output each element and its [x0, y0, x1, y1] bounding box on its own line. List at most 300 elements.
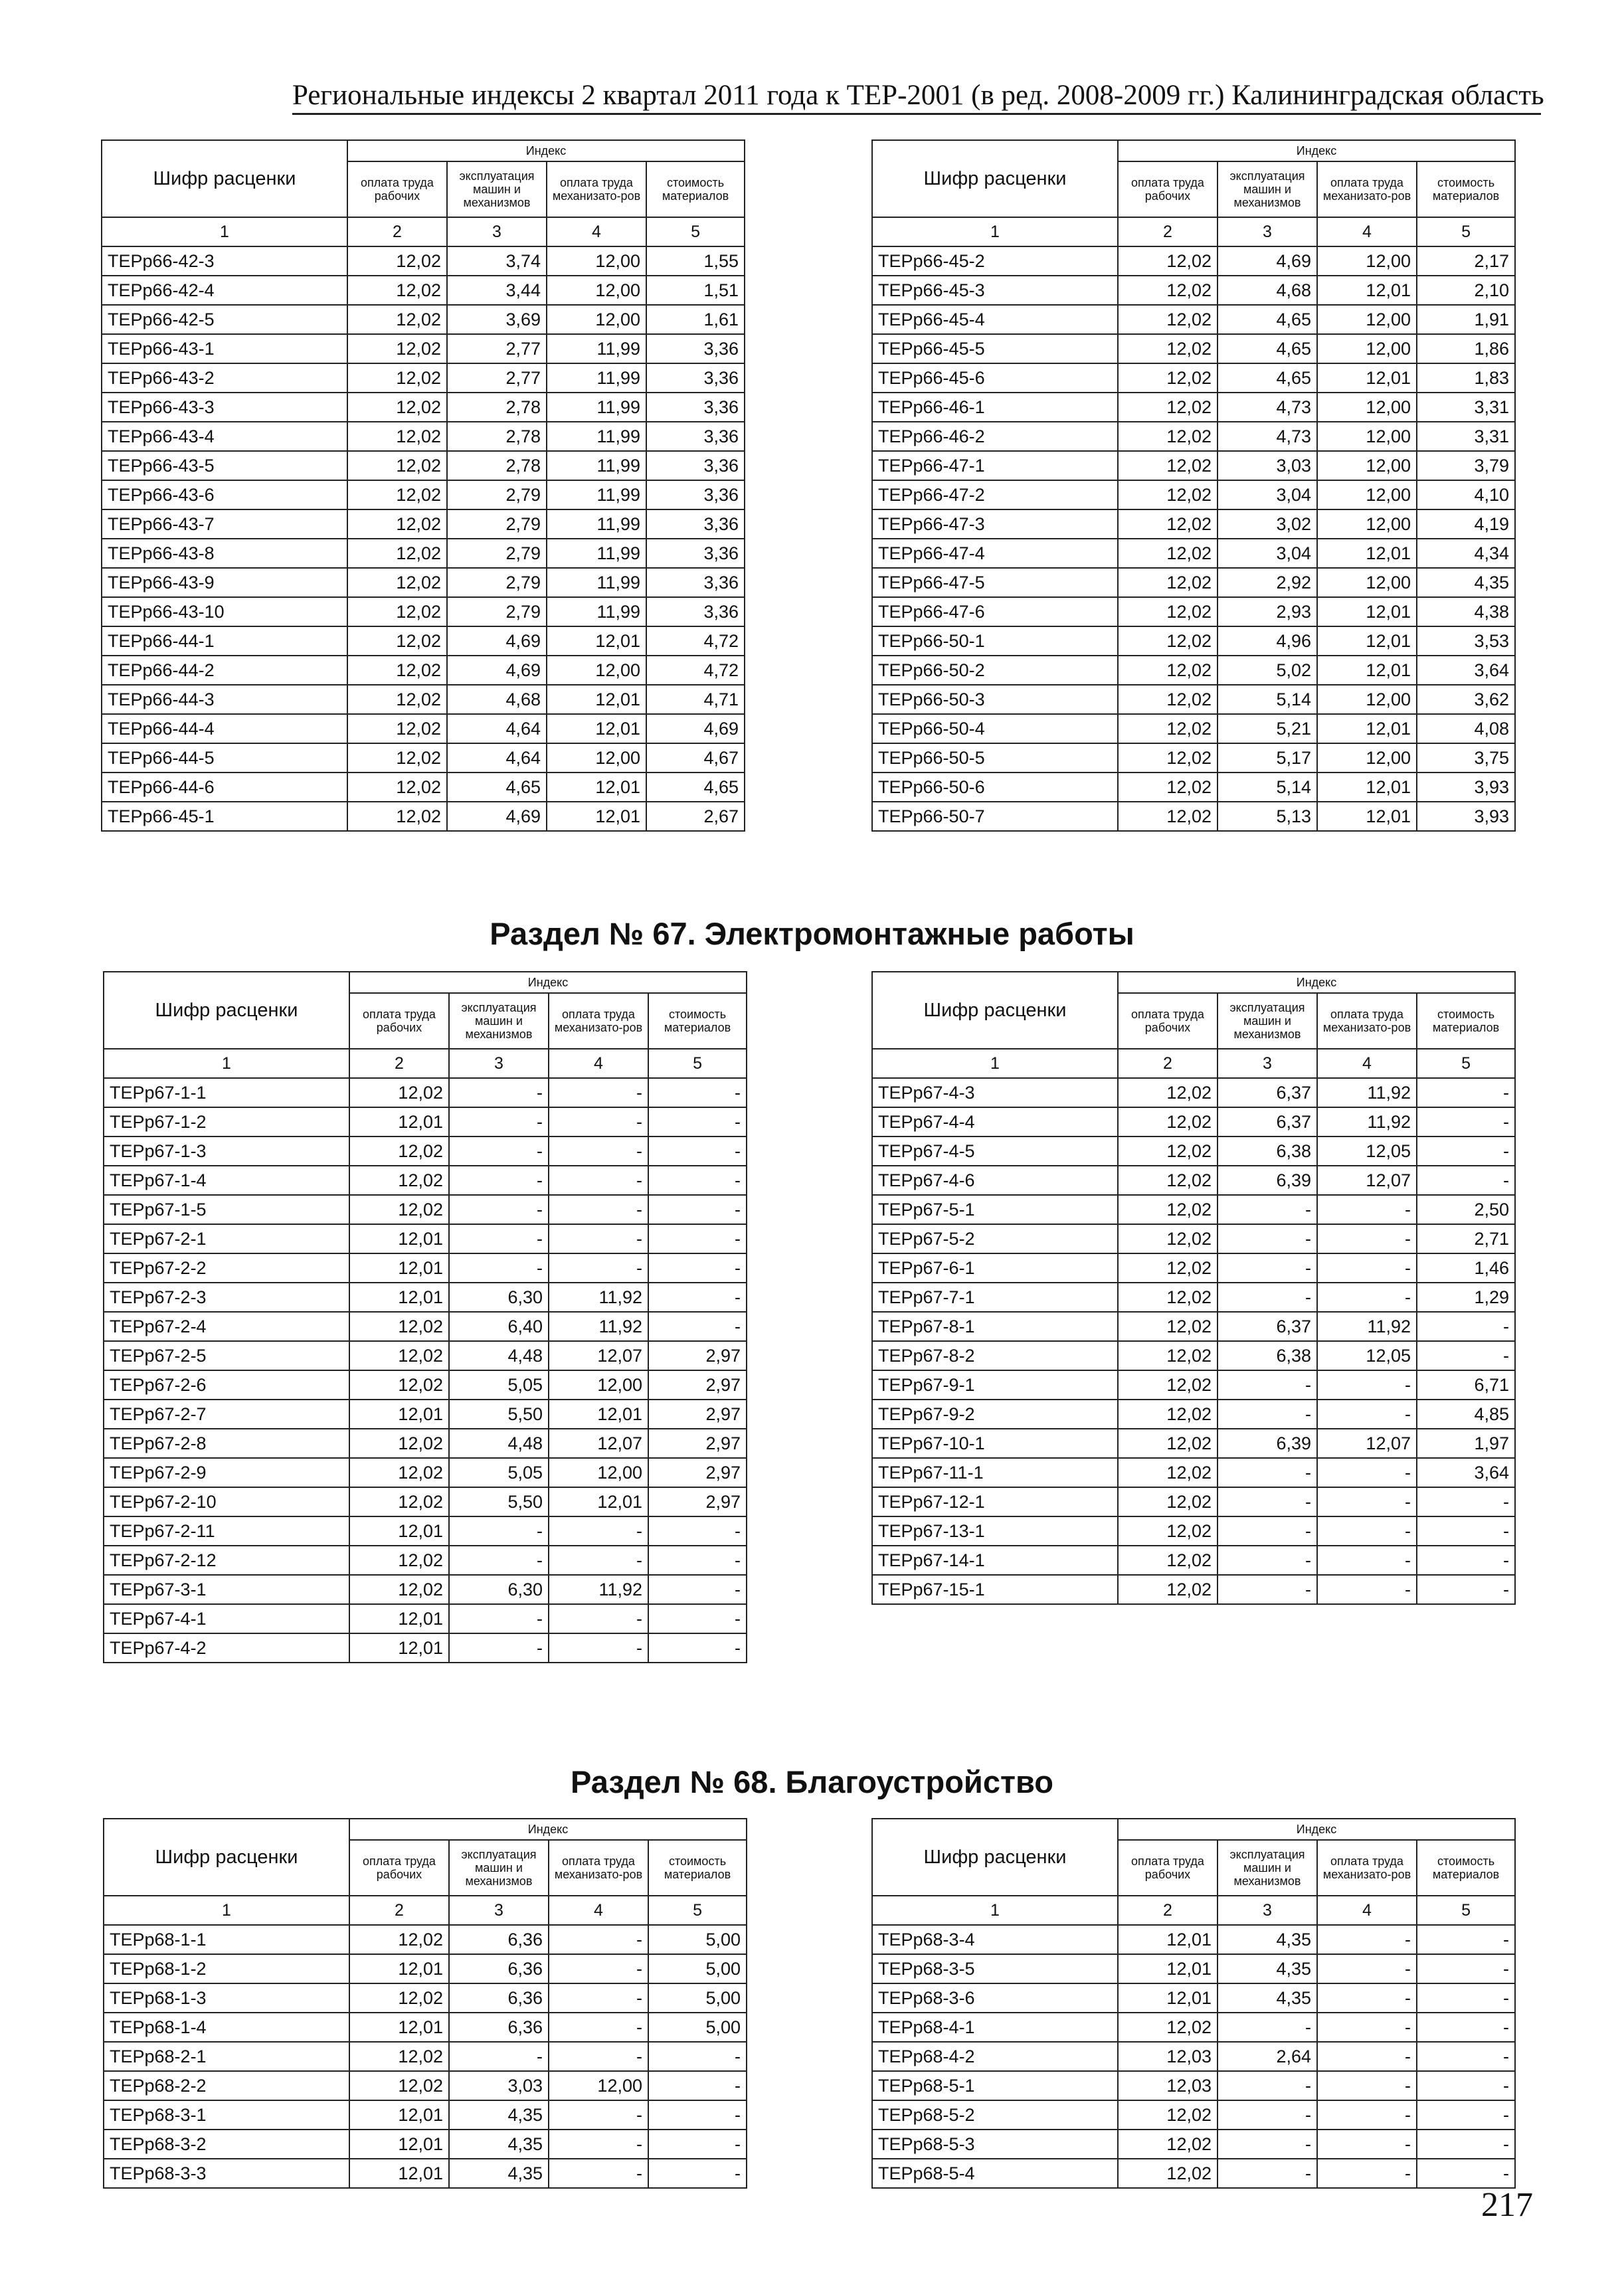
rate-code: ТЕРр66-47-2 [872, 480, 1118, 509]
rate-value: - [1417, 1312, 1515, 1341]
rate-value: 3,64 [1417, 1458, 1515, 1487]
rate-value: 12,02 [1118, 393, 1218, 422]
table-row [104, 1575, 747, 1604]
rate-value: 4,35 [1218, 1954, 1317, 1983]
rate-value: 4,38 [1417, 597, 1515, 626]
rate-code: ТЕРр66-44-4 [102, 714, 347, 743]
rate-code: ТЕРр68-1-2 [104, 1954, 349, 1983]
rate-value: - [1317, 1546, 1417, 1575]
table-row [104, 2159, 747, 2188]
rate-value: - [549, 2042, 648, 2071]
rate-value: 2,79 [447, 597, 547, 626]
table-row [102, 743, 745, 773]
rate-value: 12,02 [1118, 568, 1218, 597]
rate-value: - [1218, 1487, 1317, 1516]
rate-value: - [449, 1546, 549, 1575]
column-number: 5 [1417, 1896, 1515, 1925]
rate-value: - [449, 1107, 549, 1137]
rate-value: 12,02 [347, 509, 447, 539]
rate-value: - [1417, 1487, 1515, 1516]
rates-table-s67-right [871, 971, 1516, 1605]
table-row [872, 743, 1515, 773]
rate-value: 12,02 [347, 743, 447, 773]
column-number: 5 [1417, 217, 1515, 246]
labor-column-header: оплата труда рабочих [1118, 1840, 1218, 1896]
rate-code: ТЕРр66-50-1 [872, 626, 1118, 656]
table-row [872, 2013, 1515, 2042]
rate-code: ТЕРр66-45-6 [872, 363, 1118, 393]
rate-value: 12,00 [547, 246, 646, 276]
rate-value: 6,71 [1417, 1370, 1515, 1400]
rate-value: 1,29 [1417, 1283, 1515, 1312]
column-number: 3 [1218, 1896, 1317, 1925]
rate-code: ТЕРр67-1-3 [104, 1137, 349, 1166]
rate-value: 12,02 [349, 1458, 449, 1487]
rate-value: 12,02 [347, 393, 447, 422]
rate-code: ТЕРр66-43-2 [102, 363, 347, 393]
rates-table-s68-right [871, 1818, 1516, 2189]
rate-value: 12,01 [547, 714, 646, 743]
table-row [102, 568, 745, 597]
rate-value: 12,02 [1118, 802, 1218, 831]
materials-column-header: стоимость материалов [1417, 161, 1515, 217]
rate-value: - [648, 1253, 747, 1283]
rate-value: 12,02 [349, 1983, 449, 2013]
rate-value: 11,99 [547, 393, 646, 422]
rate-value: 11,99 [547, 451, 646, 480]
rate-value: 12,01 [349, 2130, 449, 2159]
operators-column-header: оплата труда механизато-ров [1317, 1840, 1417, 1896]
rate-code: ТЕРр67-14-1 [872, 1546, 1118, 1575]
rate-value: - [449, 1604, 549, 1633]
rates-table-s67-left [103, 971, 747, 1663]
rate-value: 12,00 [1317, 568, 1417, 597]
rate-value: 12,02 [349, 1487, 449, 1516]
rate-code: ТЕРр68-1-4 [104, 2013, 349, 2042]
rate-code: ТЕРр68-4-1 [872, 2013, 1118, 2042]
table-row [872, 480, 1515, 509]
rates-table-s66-right [871, 139, 1516, 832]
rate-code: ТЕРр67-8-1 [872, 1312, 1118, 1341]
rate-value: - [449, 1224, 549, 1253]
rate-value: - [1317, 1224, 1417, 1253]
rate-value: - [648, 1546, 747, 1575]
rate-value: 4,72 [646, 626, 745, 656]
rate-value: - [648, 1078, 747, 1107]
rate-code: ТЕРр67-4-2 [104, 1633, 349, 1663]
column-number: 1 [872, 217, 1118, 246]
table-row [104, 1925, 747, 1954]
rate-value: 6,38 [1218, 1137, 1317, 1166]
rate-value: 12,02 [347, 363, 447, 393]
rate-value: - [1218, 1195, 1317, 1224]
rate-code: ТЕРр67-2-12 [104, 1546, 349, 1575]
rate-value: 12,02 [1118, 509, 1218, 539]
rate-value: 12,02 [347, 246, 447, 276]
machines-column-header: эксплуатация машин и механизмов [1218, 161, 1317, 217]
rate-value: 5,14 [1218, 773, 1317, 802]
table-row [872, 2042, 1515, 2071]
rate-value: 12,00 [549, 1370, 648, 1400]
rate-value: 12,02 [1118, 363, 1218, 393]
rate-value: 12,00 [549, 1458, 648, 1487]
rate-value: 12,02 [349, 1429, 449, 1458]
rate-value: - [1417, 1341, 1515, 1370]
rate-value: - [1417, 1137, 1515, 1166]
rate-value: 4,65 [646, 773, 745, 802]
rate-value: - [1417, 1546, 1515, 1575]
table-row [104, 1283, 747, 1312]
rate-value: 1,55 [646, 246, 745, 276]
rate-value: 4,85 [1417, 1400, 1515, 1429]
table-row [104, 1604, 747, 1633]
table-row [104, 2071, 747, 2100]
rate-value: 4,69 [1218, 246, 1317, 276]
rate-value: 11,99 [547, 334, 646, 363]
column-number: 4 [549, 1896, 648, 1925]
index-header: Индекс [1118, 140, 1515, 161]
rate-value: 4,34 [1417, 539, 1515, 568]
rate-code: ТЕРр66-46-2 [872, 422, 1118, 451]
column-number: 3 [1218, 217, 1317, 246]
table-row [872, 1575, 1515, 1604]
table-row [872, 1400, 1515, 1429]
rate-code: ТЕРр67-2-11 [104, 1516, 349, 1546]
table-row [104, 1166, 747, 1195]
table-row [872, 1458, 1515, 1487]
table-row [102, 363, 745, 393]
table-row [104, 2100, 747, 2130]
rate-value: 4,35 [449, 2159, 549, 2188]
labor-column-header: оплата труда рабочих [1118, 161, 1218, 217]
rate-value: 12,02 [1118, 743, 1218, 773]
rate-value: - [1317, 1283, 1417, 1312]
rate-value: - [1218, 2071, 1317, 2100]
machines-column-header: эксплуатация машин и механизмов [449, 1840, 549, 1896]
rate-value: 3,36 [646, 509, 745, 539]
rate-value: 12,02 [1118, 480, 1218, 509]
rate-value: 5,05 [449, 1370, 549, 1400]
rate-code: ТЕРр67-4-6 [872, 1166, 1118, 1195]
rate-value: 12,02 [349, 1195, 449, 1224]
rate-value: 11,92 [549, 1312, 648, 1341]
rate-code: ТЕРр67-2-9 [104, 1458, 349, 1487]
table-row [102, 773, 745, 802]
rate-code: ТЕРр66-45-5 [872, 334, 1118, 363]
rate-value: - [1317, 2100, 1417, 2130]
table-row [872, 451, 1515, 480]
rate-value: 1,86 [1417, 334, 1515, 363]
rate-value: - [648, 1224, 747, 1253]
table-row [104, 2042, 747, 2071]
rate-value: 12,00 [549, 2071, 648, 2100]
rate-value: 12,02 [347, 422, 447, 451]
rate-value: 11,99 [547, 568, 646, 597]
index-header: Индекс [1118, 972, 1515, 993]
table-row [104, 1516, 747, 1546]
rate-value: 12,02 [347, 539, 447, 568]
rate-value: 2,79 [447, 539, 547, 568]
rate-value: - [1417, 1078, 1515, 1107]
rate-value: - [549, 1107, 648, 1137]
rate-value: - [1218, 1370, 1317, 1400]
rate-value: 2,10 [1417, 276, 1515, 305]
rate-value: 5,00 [648, 1925, 747, 1954]
rate-value: 12,00 [1317, 451, 1417, 480]
rate-value: 6,30 [449, 1283, 549, 1312]
column-number-row [104, 1896, 747, 1925]
rate-value: 12,02 [1118, 1312, 1218, 1341]
rate-value: - [1218, 1575, 1317, 1604]
rate-value: 2,97 [648, 1429, 747, 1458]
rate-value: - [1417, 1575, 1515, 1604]
rate-code: ТЕРр68-3-1 [104, 2100, 349, 2130]
rate-value: 2,79 [447, 568, 547, 597]
column-number: 1 [104, 1049, 349, 1078]
rate-value: 12,02 [1118, 539, 1218, 568]
rate-code: ТЕРр67-2-4 [104, 1312, 349, 1341]
rate-value: - [549, 1253, 648, 1283]
rate-value: 12,02 [1118, 1078, 1218, 1107]
table-row [872, 1253, 1515, 1283]
rate-value: 4,35 [449, 2130, 549, 2159]
rate-code: ТЕРр68-2-1 [104, 2042, 349, 2071]
rate-value: 5,13 [1218, 802, 1317, 831]
rate-value: 12,02 [1118, 1546, 1218, 1575]
rate-value: 4,35 [1417, 568, 1515, 597]
rate-value: 12,02 [1118, 1224, 1218, 1253]
machines-column-header: эксплуатация машин и механизмов [447, 161, 547, 217]
rate-value: 12,02 [347, 568, 447, 597]
rate-code: ТЕРр66-44-5 [102, 743, 347, 773]
rate-code: ТЕРр68-5-4 [872, 2159, 1118, 2188]
rate-code: ТЕРр66-43-4 [102, 422, 347, 451]
table-row [104, 1341, 747, 1370]
rate-code: ТЕРр66-43-3 [102, 393, 347, 422]
rate-value: 12,01 [547, 626, 646, 656]
rate-code: ТЕРр66-50-3 [872, 685, 1118, 714]
rate-value: 4,69 [646, 714, 745, 743]
rate-value: 5,21 [1218, 714, 1317, 743]
rate-value: - [1317, 2071, 1417, 2100]
rate-value: 11,99 [547, 509, 646, 539]
rate-value: 2,78 [447, 422, 547, 451]
rate-value: 2,67 [646, 802, 745, 831]
table-row [104, 1253, 747, 1283]
table-row [102, 480, 745, 509]
rate-value: 12,02 [349, 1575, 449, 1604]
rate-value: 12,01 [349, 2013, 449, 2042]
rate-value: 5,50 [449, 1487, 549, 1516]
rate-code: ТЕРр66-50-2 [872, 656, 1118, 685]
rate-value: - [549, 2100, 648, 2130]
rate-value: - [1317, 1983, 1417, 2013]
rate-value: - [1218, 1253, 1317, 1283]
rate-value: 12,01 [349, 1253, 449, 1283]
rate-value: 2,71 [1417, 1224, 1515, 1253]
rate-code: ТЕРр66-47-6 [872, 597, 1118, 626]
rate-value: - [1218, 1516, 1317, 1546]
rate-value: - [1218, 2159, 1317, 2188]
rate-value: 12,01 [349, 1400, 449, 1429]
table-row [872, 714, 1515, 743]
rate-value: 12,01 [349, 1224, 449, 1253]
rate-value: 3,74 [447, 246, 547, 276]
rate-code: ТЕРр68-1-3 [104, 1983, 349, 2013]
code-column-header: Шифр расценки [104, 972, 349, 1049]
column-number: 5 [646, 217, 745, 246]
rate-code: ТЕРр66-43-1 [102, 334, 347, 363]
rate-code: ТЕРр68-5-3 [872, 2130, 1118, 2159]
rate-value: - [1417, 1166, 1515, 1195]
page-number: 217 [1481, 2186, 1533, 2224]
rate-value: - [1218, 1546, 1317, 1575]
rate-value: 3,79 [1417, 451, 1515, 480]
rates-table-s66-left [101, 139, 745, 832]
rate-value: - [549, 1633, 648, 1663]
table-row [104, 1546, 747, 1575]
rate-value: 6,38 [1218, 1341, 1317, 1370]
rate-value: 1,46 [1417, 1253, 1515, 1283]
rate-value: 12,00 [1317, 480, 1417, 509]
rate-code: ТЕРр66-50-7 [872, 802, 1118, 831]
rate-value: 12,07 [1317, 1429, 1417, 1458]
table-row [104, 1224, 747, 1253]
rate-value: 4,65 [1218, 305, 1317, 334]
rate-value: 12,00 [1317, 246, 1417, 276]
materials-column-header: стоимость материалов [1417, 1840, 1515, 1896]
column-number: 2 [349, 1896, 449, 1925]
rate-value: 12,02 [1118, 2159, 1218, 2188]
rate-code: ТЕРр66-42-5 [102, 305, 347, 334]
rate-value: 12,02 [349, 1312, 449, 1341]
rate-code: ТЕРр66-45-1 [102, 802, 347, 831]
machines-column-header: эксплуатация машин и механизмов [449, 993, 549, 1049]
rate-value: 4,65 [447, 773, 547, 802]
rate-value: 11,99 [547, 363, 646, 393]
rate-code: ТЕРр66-44-6 [102, 773, 347, 802]
rate-value: - [549, 2130, 648, 2159]
materials-column-header: стоимость материалов [648, 993, 747, 1049]
rate-code: ТЕРр68-3-6 [872, 1983, 1118, 2013]
index-header: Индекс [1118, 1819, 1515, 1840]
rate-code: ТЕРр67-2-6 [104, 1370, 349, 1400]
rate-value: 4,68 [447, 685, 547, 714]
table-row [102, 626, 745, 656]
table-row [104, 1370, 747, 1400]
rate-code: ТЕРр67-1-4 [104, 1166, 349, 1195]
table-row [872, 802, 1515, 831]
rate-code: ТЕРр67-13-1 [872, 1516, 1118, 1546]
rate-value: 11,92 [1317, 1107, 1417, 1137]
materials-column-header: стоимость материалов [1417, 993, 1515, 1049]
rate-value: 11,92 [549, 1575, 648, 1604]
rate-value: 2,50 [1417, 1195, 1515, 1224]
rate-value: 12,01 [1317, 714, 1417, 743]
rate-value: 12,02 [349, 1137, 449, 1166]
rate-value: - [1218, 1458, 1317, 1487]
rate-value: 2,78 [447, 451, 547, 480]
table-row [872, 1137, 1515, 1166]
rate-value: 12,01 [349, 1633, 449, 1663]
rate-value: 1,97 [1417, 1429, 1515, 1458]
rate-value: 12,02 [347, 773, 447, 802]
rate-value: 12,01 [549, 1400, 648, 1429]
rate-value: 12,02 [1118, 246, 1218, 276]
rate-value: - [1417, 1925, 1515, 1954]
rate-code: ТЕРр68-4-2 [872, 2042, 1118, 2071]
rate-value: 12,02 [349, 1166, 449, 1195]
rate-value: 12,00 [1317, 305, 1417, 334]
rate-value: 3,31 [1417, 393, 1515, 422]
rate-value: 3,62 [1417, 685, 1515, 714]
rate-value: 12,02 [347, 451, 447, 480]
rate-code: ТЕРр68-3-3 [104, 2159, 349, 2188]
rate-value: - [1417, 2013, 1515, 2042]
rate-code: ТЕРр68-1-1 [104, 1925, 349, 1954]
rate-value: 12,02 [347, 685, 447, 714]
rate-value: 4,65 [1218, 334, 1317, 363]
rate-value: - [549, 1604, 648, 1633]
table-row [872, 1925, 1515, 1954]
rate-value: 12,01 [547, 802, 646, 831]
rate-value: 3,93 [1417, 802, 1515, 831]
labor-column-header: оплата труда рабочих [349, 1840, 449, 1896]
table-row [872, 773, 1515, 802]
column-number: 3 [449, 1049, 549, 1078]
column-number-row [104, 1049, 747, 1078]
rate-value: 12,00 [1317, 685, 1417, 714]
rate-value: 3,36 [646, 393, 745, 422]
rate-code: ТЕРр66-44-1 [102, 626, 347, 656]
table-row [872, 2159, 1515, 2188]
rate-code: ТЕРр66-42-4 [102, 276, 347, 305]
rate-code: ТЕРр67-3-1 [104, 1575, 349, 1604]
column-number: 3 [1218, 1049, 1317, 1078]
rate-value: 2,17 [1417, 246, 1515, 276]
rate-value: 12,02 [1118, 1341, 1218, 1370]
column-number: 2 [1118, 1896, 1218, 1925]
rate-value: 12,02 [1118, 1283, 1218, 1312]
rate-value: 6,37 [1218, 1312, 1317, 1341]
rate-value: 11,99 [547, 422, 646, 451]
rate-value: - [648, 1575, 747, 1604]
rate-value: 12,01 [1118, 1954, 1218, 1983]
code-column-header: Шифр расценки [102, 140, 347, 217]
rate-value: - [549, 1195, 648, 1224]
rate-value: 12,00 [547, 276, 646, 305]
table-row [872, 1341, 1515, 1370]
code-column-header: Шифр расценки [872, 972, 1118, 1049]
rate-value: 12,02 [349, 2042, 449, 2071]
rate-value: 12,02 [1118, 1429, 1218, 1458]
rate-value: 6,39 [1218, 1429, 1317, 1458]
column-number: 4 [547, 217, 646, 246]
column-number: 4 [1317, 1896, 1417, 1925]
rate-value: - [1417, 1107, 1515, 1137]
rate-value: 12,00 [1317, 334, 1417, 363]
rate-value: 12,01 [1317, 802, 1417, 831]
rate-value: 2,78 [447, 393, 547, 422]
rate-code: ТЕРр67-8-2 [872, 1341, 1118, 1370]
table-row [872, 1283, 1515, 1312]
rate-value: 3,36 [646, 539, 745, 568]
table-row [102, 276, 745, 305]
rate-value: - [648, 1604, 747, 1633]
rate-code: ТЕРр66-50-6 [872, 773, 1118, 802]
rate-value: - [648, 1516, 747, 1546]
table-row [872, 1429, 1515, 1458]
